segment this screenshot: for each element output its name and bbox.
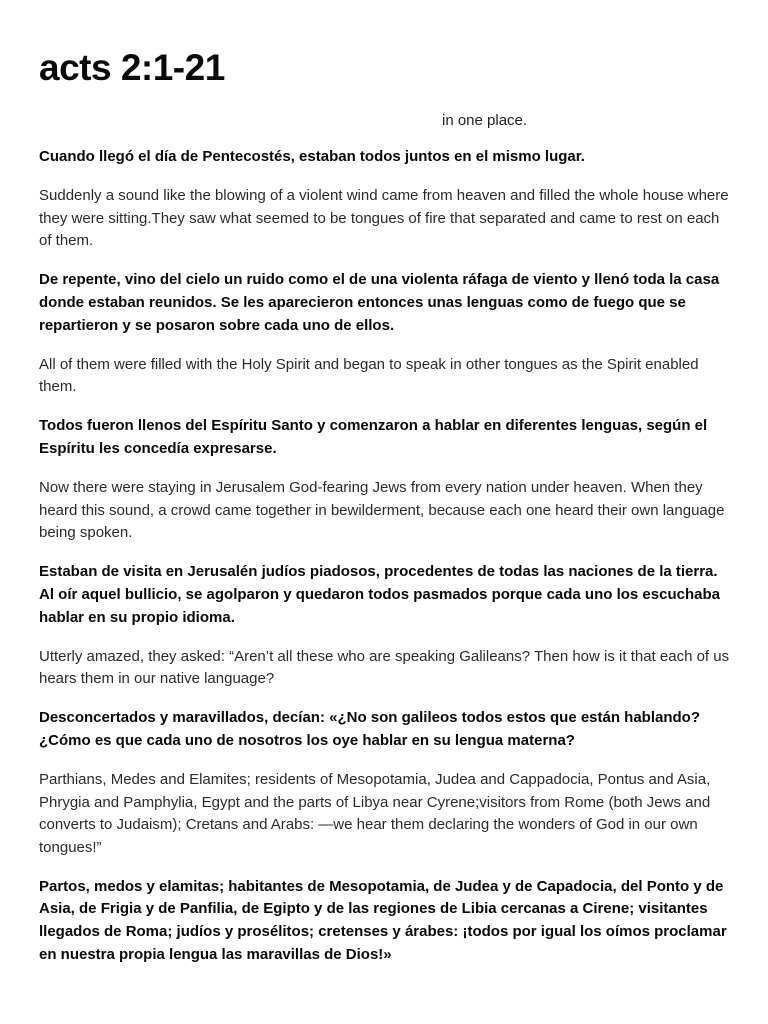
paragraph-english: Now there were staying in Jerusalem God-fearing Jews from every nation under heaven. When they heard this sound, a crowd came together in bewilderment, because each one heard their own language being spoken.: [39, 479, 725, 542]
paragraph-spanish: Partos, medos y elamitas; habitantes de Mesopotamia, de Judea y de Capadocia, del Ponto y de Asia, de Frigia y de Panfilia, de Egipto y de las regiones de Libia cercanas a Cirene; visitantes llegados de Roma; judíos y prosélitos; cretenses y árabes: ¡todos por igual los oímos proclamar en nuestra propia lengua las maravillas de Dios!»: [39, 877, 727, 963]
paragraph-spanish: Todos fueron llenos del Espíritu Santo y comenzaron a hablar en diferentes lenguas, según el Espíritu les concedía expresarse.: [39, 417, 708, 457]
paragraph-english: Utterly amazed, they asked: “Aren’t all these who are speaking Galileans? Then how is it that each of us hears them in our native language?: [39, 647, 730, 688]
paragraph-spanish: Estaban de visita en Jerusalén judíos piadosos, procedentes de todas las naciones de la tierra. Al oír aquel bullicio, se agolparon y quedaron todos pasmados porque cada uno los escuchaba hablar en su propio idioma.: [39, 563, 720, 626]
paragraph-english: Parthians, Medes and Elamites; residents of Mesopotamia, Judea and Cappadocia, Pontus and Asia, Phrygia and Pamphylia, Egypt and the parts of Libya near Cyrene;visitors from Rome (both Jews and converts to Judaism); Cretans and Arabs: —we hear them declaring the wonders of God in our own tongues!”: [39, 770, 711, 856]
stray-text-fragment: in one place.: [442, 112, 528, 129]
paragraph-english: All of them were filled with the Holy Spirit and began to speak in other tongues as the Spirit enabled them.: [39, 355, 699, 396]
paragraph-spanish: Desconcertados y maravillados, decían: «¿No son galileos todos estos que están hablando? ¿Cómo es que cada uno de nosotros los oye hablar en su lengua materna?: [39, 709, 701, 749]
page-title: acts 2:1-21: [39, 47, 225, 88]
scripture-content: [39, 146, 734, 983]
paragraph-spanish: Cuando llegó el día de Pentecostés, estaban todos juntos en el mismo lugar.: [39, 148, 585, 165]
paragraph-english: Suddenly a sound like the blowing of a violent wind came from heaven and filled the whole house where they were sitting.They saw what seemed to be tongues of fire that separated and came to rest on each of them.: [39, 187, 729, 250]
paragraph-spanish: De repente, vino del cielo un ruido como el de una violenta ráfaga de viento y llenó toda la casa donde estaban reunidos. Se les aparecieron entonces unas lenguas como de fuego que se repartieron y se posaron sobre cada uno de ellos.: [39, 271, 720, 334]
